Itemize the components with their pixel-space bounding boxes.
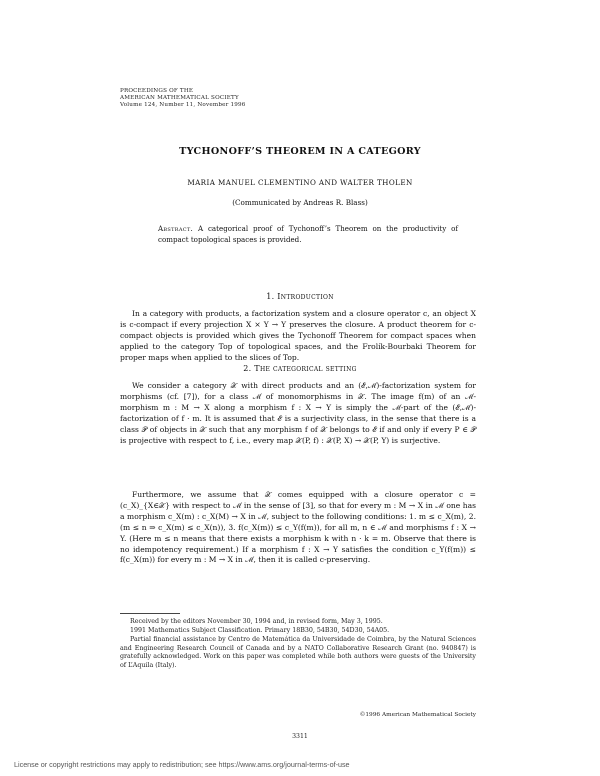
journal-line-1: PROCEEDINGS OF THE xyxy=(120,88,194,94)
journal-line-2: AMERICAN MATHEMATICAL SOCIETY xyxy=(120,95,239,101)
page-number: 3311 xyxy=(292,733,308,740)
copyright-notice: ©1996 American Mathematical Society xyxy=(359,712,476,718)
footnote-rule xyxy=(120,613,180,614)
section-2-paragraph-2: Furthermore, we assume that 𝒳 comes equipped with a closure operator c = (c_X)_{X∈𝒳} with respect to ℳ in the sense of [3], so that for every m : M → X in ℳ one has a morphism c_X(m) : c_X(M) → X in ℳ, subject to the following conditions: 1. m ≤ c_X(m), 2. (m ≤ n ⇒ c_X(m) ≤ c_X(n)), 3. f(c_X(m)) ≤ c_Y(f(m)), for all m, n ∈ ℳ and morphisms f : X → Y. (Here m ≤ n means that there exists a morphism k with n · k = m. Observe that there is no idempotency requirement.) If a morphism f : X → Y satisfies the condition c_Y(f(m)) ≤ f(c_X(m)) for every m : M → X in ℳ, then it is called c-preserving. xyxy=(120,490,476,565)
abstract-lead: Abstract. xyxy=(158,224,194,233)
license-link[interactable]: License or copyright restrictions may apply to redistribution; see https://www.ams.org/journal-terms-of-use xyxy=(14,760,350,769)
footnote-msc: 1991 Mathematics Subject Classification. Primary 18B30, 54B30, 54D30, 54A05. xyxy=(130,627,390,634)
journal-header xyxy=(120,88,246,109)
paper-title: TYCHONOFF’S THEOREM IN A CATEGORY xyxy=(179,146,421,157)
section-2-heading: 2. The categorical setting xyxy=(243,364,357,373)
footnote-received: Received by the editors November 30, 1994 and, in revised form, May 3, 1995. xyxy=(130,618,383,625)
journal-line-3: Volume 124, Number 11, November 1996 xyxy=(120,102,246,108)
section-2-paragraph-1: We consider a category 𝒳 with direct products and an (ℰ,ℳ)-factorization system for morphisms (cf. [7]), for a class ℳ of monomorphisms in 𝒳. The image f(m) of an ℳ-morphism m : M → X along a morphism f : X → Y is simply the ℳ-part of the (ℰ,ℳ)-factorization of f · m. It is assumed that ℰ is a surjectivity class, in the sense that there is a class 𝒫 of objects in 𝒳 such that any morphism f of 𝒳 belongs to ℰ if and only if every P ∈ 𝒫 is projective with respect to f, i.e., every map 𝒳(P, f) : 𝒳(P, X) → 𝒳(P, Y) is surjective. xyxy=(120,381,476,445)
section-1-text: In a category with products, a factorization system and a closure operator c, an object X is c-compact if every projection X × Y → Y preserves the closure. A product theorem for c-compact objects is provided which gives the Tychonoff Theorem for compact spaces when applied to the category Top of topological spaces, and the Frolík-Bourbaki Theorem for proper maps when applied to the slices of Top. xyxy=(120,309,476,362)
section-1-heading: 1. Introduction xyxy=(266,292,334,301)
abstract xyxy=(158,224,458,245)
communicated-by: (Communicated by Andreas R. Blass) xyxy=(232,198,368,207)
abstract-text: A categorical proof of Tychonoff’s Theorem on the productivity of compact topological spaces is provided. xyxy=(158,224,458,244)
footnote-support: Partial financial assistance by Centro de Matemática da Universidade de Coimbra, by the Natural Sciences and Engineering Research Council of Canada and by a NATO Collaborative Research Grant (no. 940847) is gratefully acknowledged. Work on this paper was completed while both authors were guests of the University of L’Aquila (Italy). xyxy=(120,636,476,669)
paper-authors: MARIA MANUEL CLEMENTINO AND WALTER THOLEN xyxy=(187,178,413,187)
